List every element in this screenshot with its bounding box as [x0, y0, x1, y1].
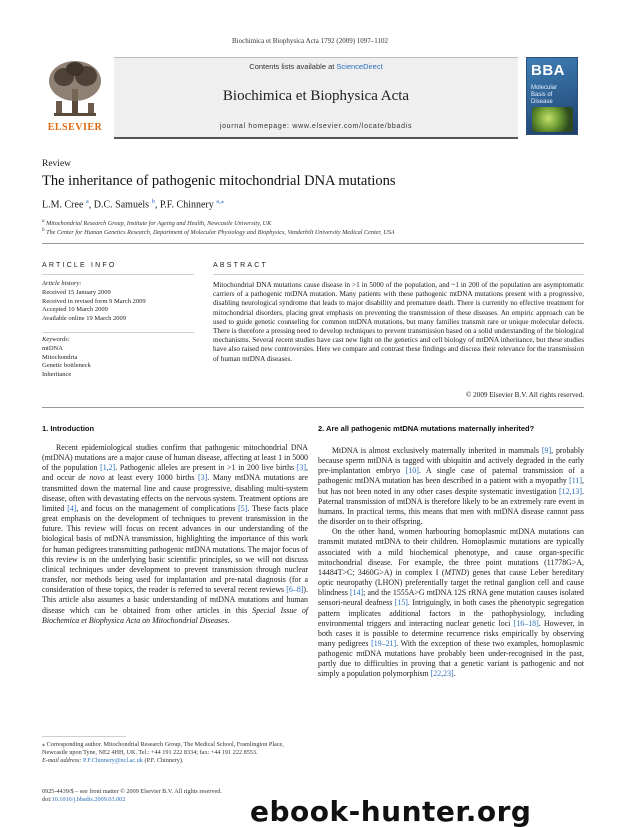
history-item: Received in revised form 9 March 2009 [42, 297, 146, 305]
elsevier-tree-icon [46, 59, 104, 119]
citation-reference-link[interactable]: [15] [394, 598, 408, 608]
cover-line-3: Disease [531, 99, 553, 105]
homepage-url-link[interactable]: www.elsevier.com/locate/bbadis [292, 123, 413, 130]
author-name: D.C. Samuels [93, 199, 150, 211]
sciencedirect-link[interactable]: ScienceDirect [336, 62, 383, 71]
article-info-heading: ARTICLE INFO [42, 262, 117, 269]
issn-line: 0925-4439/$ – see front matter © 2009 Elsevier B.V. All rights reserved. [42, 788, 222, 795]
citation-reference-link[interactable]: [1,2] [100, 463, 116, 473]
left-column [42, 443, 308, 626]
keyword: mtDNA [42, 344, 63, 352]
affiliation-text: The Center for Human Genetics Research, Department of Molecular Physiology and Biophysics, Vanderbilt University Medical Center, USA [46, 229, 395, 237]
citation-reference-link[interactable]: [19–21] [371, 638, 397, 648]
citation-reference-link[interactable]: [4] [67, 503, 77, 513]
citation-reference-link[interactable]: [3] [296, 463, 306, 473]
journal-masthead [42, 57, 578, 139]
abstract-bottom-divider [42, 407, 584, 408]
article-info-divider [42, 274, 194, 275]
keywords-divider [42, 332, 194, 333]
emphasized-text: MTND [444, 567, 467, 577]
keywords-label: Keywords: [42, 336, 70, 343]
publisher-logo-text: ELSEVIER [47, 122, 103, 133]
article-history-label: Article history: [42, 280, 82, 287]
header-divider [42, 243, 584, 244]
section-heading-introduction: 1. Introduction [42, 424, 95, 433]
citation-reference-link[interactable]: [10] [405, 466, 419, 476]
abstract-text: Mitochondrial DNA mutations cause disease in >1 in 5000 of the population, and ~1 in 200 of the population are asymptomatic carriers of a pathogenic mtDNA mutation. Many patients with these pathogenic mtDNA mutations present with a progressive, disabling neurological syndrome that leads to major disability and premature death. There is currently no effective treatment for mitochondrial disorders, placing great emphasis on preventing the transmission of these diseases. An empiric approach can be used to guide genetic counseling for common mtDNA mutations, but many families transmit rare or unique molecular defects. There is therefore a pressing need to develop techniques to prevent transmission based on a solid understanding of the biological mechanisms. Several recent studies have cast new light on the genetics and cell biology of mtDNA inheritance, but these studies have also raised new controversies. Here we compare and contrast these findings and discuss their relevance for the transmission of human mtDNA diseases. [213, 281, 584, 363]
journal-header-band [114, 57, 518, 139]
keyword: Genetic bottleneck [42, 362, 91, 370]
doi-link[interactable]: 10.1016/j.bbadis.2009.03.002 [51, 796, 126, 803]
cover-line-1: Molecular [531, 85, 558, 91]
author-name: P.F. Chinnery [159, 199, 214, 211]
cover-subtitle [531, 85, 557, 106]
citation-reference-link[interactable]: [14] [350, 588, 364, 598]
keywords-block [42, 336, 192, 380]
author-name: L.M. Cree [42, 199, 84, 211]
contents-prefix: Contents lists available at [249, 62, 335, 71]
journal-cover-thumbnail[interactable] [526, 57, 578, 135]
citation-reference-link[interactable]: [9] [541, 446, 552, 455]
footnote-text: ⁎ Corresponding author. Mitochondrial Research Group, The Medical School, Framlington Place, Newcastle upon Tyne, NE2 4HH, UK. Tel.: +44 191 222 8334; fax: +44 191 222 8553. [42, 741, 284, 756]
footnote-email-line [42, 757, 308, 765]
keyword: Mitochondria [42, 353, 78, 361]
affiliation-marker: a [42, 218, 45, 224]
article-title: The inheritance of pathogenic mitochondrial DNA mutations [42, 173, 396, 189]
homepage-prefix: journal homepage: [219, 123, 293, 130]
contents-line [114, 62, 518, 71]
cover-image [532, 107, 573, 132]
journal-citation: Biochimica et Biophysica Acta 1792 (2009) 1097–1102 [231, 37, 389, 45]
history-item: Received 15 January 2009 [42, 288, 111, 296]
history-item: Accepted 10 March 2009 [42, 306, 108, 314]
journal-homepage [114, 123, 518, 130]
doi-prefix: doi: [42, 796, 52, 803]
inheritance-paragraph-2: On the other hand, women harbouring homoplasmic mtDNA mutations can transmit mutated mtDNA to their children. Homoplasmic mutations are typically associated with a mild biochemical phenotype, and cause organ-specific mitochondrial disease. For example, the three point mutations (11778G>A, 14484T>C; 3460G>A) in complex I (MTND) genes that cause Leber hereditary optic neuropathy (LHON) preferentially target the retinal ganglion cell and cause blindness [14]; and the 1555A>G mtDNA 12S rRNA gene mutation causes isolated sensori-neural deafness [15]. Intriguingly, in both cases the phenotypic segregation pattern implicates additional factors in the pathophysiology, including environmental triggers and interacting nuclear genetic loci [16–18]. However, in both cases it is possible to determine recurrence risks empirically by observing many pedigrees [19–21]. With the exception of these two examples, homoplasmic pathogenic mtDNA mutations have probably been under-recognised in the past, partly due to difficulties in proving that a genetic variant is pathogenic and not simply a population polymorphism [22,23]. [318, 527, 584, 679]
citation-reference-link[interactable]: [11] [569, 476, 583, 486]
citation-reference-link[interactable]: [6–8] [286, 585, 304, 595]
email-suffix: (P.F. Chinnery). [144, 757, 184, 764]
author-email-link[interactable]: P.F.Chinnery@ncl.ac.uk [83, 757, 143, 764]
affiliation-text: Mitochondrial Research Group, Institute for Ageing and Health, Newcastle University, UK [46, 220, 272, 228]
email-label: E-mail address: [42, 757, 82, 764]
elsevier-logo[interactable] [42, 59, 108, 137]
emphasized-text: de novo [78, 473, 105, 483]
emphasized-text: Special Issue of Biochemica et Biophysica Acta on Mitochondrial Diseases [42, 605, 308, 625]
citation-reference-link[interactable]: [3] [198, 473, 208, 483]
right-column [318, 446, 584, 680]
citation-reference-link[interactable]: [5] [238, 503, 248, 513]
author-affiliation-link[interactable]: a [85, 198, 89, 205]
affiliation-b [42, 227, 395, 236]
keyword: Inheritance [42, 371, 72, 379]
author-list: L.M. Cree $^a$, D.C. Samuels $^b$, P.F. Chinnery $^{a,⁎}$ [42, 198, 225, 211]
copyright-notice: © 2009 Elsevier B.V. All rights reserved. [465, 391, 584, 399]
article-type: Review [42, 159, 72, 169]
citation-reference-link[interactable]: [16–18] [513, 618, 539, 628]
watermark-text: ebook-hunter.org [250, 795, 532, 827]
section-heading-inheritance: 2. Are all pathogenic mtDNA mutations maternally inherited? [318, 424, 535, 433]
abstract-heading: ABSTRACT [213, 262, 268, 269]
journal-title: Biochimica et Biophysica Acta [222, 88, 410, 104]
introduction-paragraph: Recent epidemiological studies confirm that pathogenic mitochondrial DNA (mtDNA) mutations are a major cause of human disease, affecting at least 1 in 5000 of the population [1,2]. Pathogenic alleles are present in >1 in 200 live births [3], and occur de novo at least every 1000 births [3]. Many mtDNA mutations are transmitted down the maternal line and cause progressive, disabling multi-system disease, often with devastating effects on the nervous system. Treatment options are limited [4], and focus on the management of complications [5]. These facts place great emphasis on the development of techniques to prevent transmission in the future. This review will focus on recent advances in our understanding of the biological basis of mtDNA transmission, highlighting the importance of this work for human pedigrees transmitting pathogenic mtDNA mutations. The major focus of this review is on the underlying basic scientific principles, so we will not discuss clinical techniques under development to prevent transmission through nuclear transfer, nor methods being used for implantation and pre-natal diagnosis (for a consideration of these topics, the reader is referred to several recent reviews [6–8]). This article also assumes a basic understanding of mtDNA mutations and human disease which can be obtained from other articles in this Special Issue of Biochemica et Biophysica Acta on Mitochondrial Diseases. [42, 443, 309, 625]
inheritance-paragraph-1: MtDNA is almost exclusively maternally inherited in mammals [9], probably because sperm mtDNA is tagged with ubiquitin and actively degraded in the early pre-implantation embryo [10]. A single case of paternal transmission of a pathogenic mtDNA mutation has been described in a patient with a myopathy [11], but has not been noted in any other cases despite systematic investigation [12,13]. Paternal transmission of mtDNA is therefore likely to be an extremely rare event in humans. In practical terms, this means that men with mtDNA disease cannot pass the disorder on to their offspring. [318, 446, 584, 527]
affiliation-marker: b [42, 227, 45, 233]
citation-reference-link[interactable]: [22,23] [430, 669, 454, 679]
citation-reference-link[interactable]: [12,13] [559, 486, 583, 496]
footnote-divider [42, 736, 126, 737]
cover-line-2: Basis of [531, 92, 553, 98]
author-affiliation-link[interactable]: a,⁎ [216, 198, 225, 205]
corresponding-author-footnote [42, 741, 308, 765]
abstract-divider [213, 274, 584, 275]
affiliation-a [42, 218, 271, 227]
history-item: Available online 19 March 2009 [42, 315, 126, 323]
cover-bba-text: BBA [531, 62, 565, 79]
article-history [42, 280, 192, 324]
author-affiliation-link[interactable]: b [151, 198, 155, 205]
